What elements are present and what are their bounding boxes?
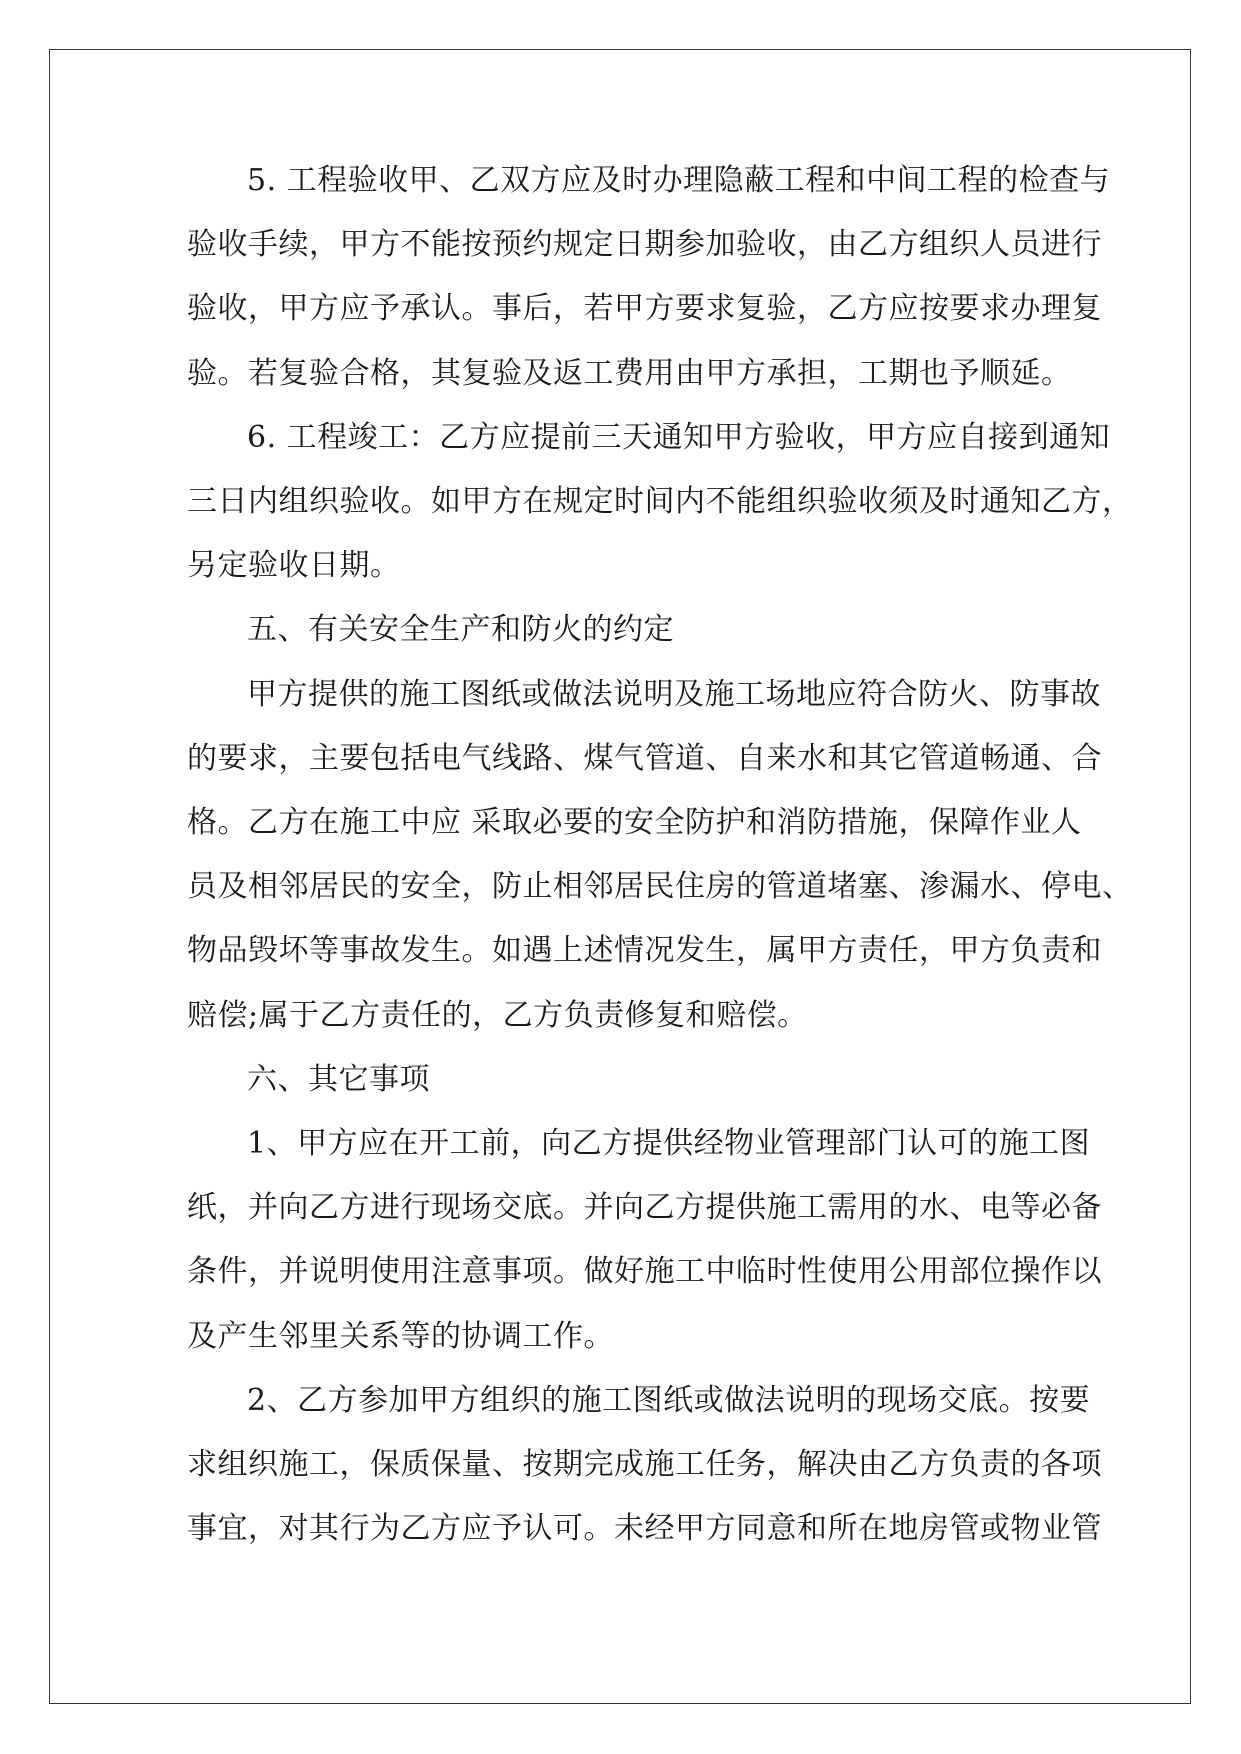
document-body xyxy=(187,149,1133,1561)
text-line: 另定验收日期。 xyxy=(187,548,401,584)
text-line: 验。若复验合格，其复验及返工费用由甲方承担，工期也予顺延。 xyxy=(187,355,1072,391)
text-line: 格。乙方在施工中应 采取必要的安全防护和消防措施，保障作业人 xyxy=(187,805,1082,841)
paragraph-acceptance xyxy=(187,149,1111,406)
text-line: 的要求，主要包括电气线路、煤气管道、自来水和其它管道畅通、合 xyxy=(187,740,1102,776)
section-heading-other xyxy=(187,1048,1053,1112)
text-line: 纸，并向乙方进行现场交底。并向乙方提供施工需用的水、电等必备 xyxy=(187,1190,1102,1226)
text-line: 及产生邻里关系等的协调工作。 xyxy=(187,1318,614,1354)
section-heading: 五、有关安全生产和防火的约定 xyxy=(247,612,674,648)
text-line: 5. 工程验收甲、乙双方应及时办理隐蔽工程和中间工程的检查与 xyxy=(247,163,1111,198)
text-line: 条件，并说明使用注意事项。做好施工中临时性使用公用部位操作以 xyxy=(187,1254,1102,1290)
text-line: 物品毁坏等事故发生。如遇上述情况发生，属甲方责任，甲方负责和 xyxy=(187,933,1102,969)
text-line: 员及相邻居民的安全，防止相邻居民住房的管道堵塞、渗漏水、停电、 xyxy=(187,869,1133,905)
text-line: 三日内组织验收。如甲方在规定时间内不能组织验收须及时通知乙方， xyxy=(187,484,1133,520)
text-line: 事宜，对其行为乙方应予认可。未经甲方同意和所在地房管或物业管 xyxy=(187,1511,1102,1547)
text-line: 6. 工程竣工：乙方应提前三天通知甲方验收，甲方应自接到通知 xyxy=(247,419,1111,455)
text-line: 验收，甲方应予承认。事后，若甲方要求复验，乙方应按要求办理复 xyxy=(187,291,1102,327)
text-line: 甲方提供的施工图纸或做法说明及施工场地应符合防火、防事故 xyxy=(247,676,1101,712)
text-line: 2、乙方参加甲方组织的施工图纸或做法说明的现场交底。按要 xyxy=(247,1382,1091,1418)
paragraph-safety xyxy=(187,663,1133,1048)
section-heading-safety xyxy=(187,598,1053,662)
paragraph-item-1 xyxy=(187,1112,1102,1369)
paragraph-completion xyxy=(187,406,1133,599)
text-line: 验收手续，甲方不能按预约规定日期参加验收，由乙方组织人员进行 xyxy=(187,227,1102,263)
paragraph-item-2 xyxy=(187,1369,1102,1562)
text-line: 赔偿;属于乙方责任的，乙方负责修复和赔偿。 xyxy=(187,997,808,1033)
text-line: 求组织施工，保质保量、按期完成施工任务，解决由乙方负责的各项 xyxy=(187,1447,1102,1483)
text-line: 1、甲方应在开工前，向乙方提供经物业管理部门认可的施工图 xyxy=(247,1126,1091,1162)
section-heading: 六、其它事项 xyxy=(247,1061,430,1097)
